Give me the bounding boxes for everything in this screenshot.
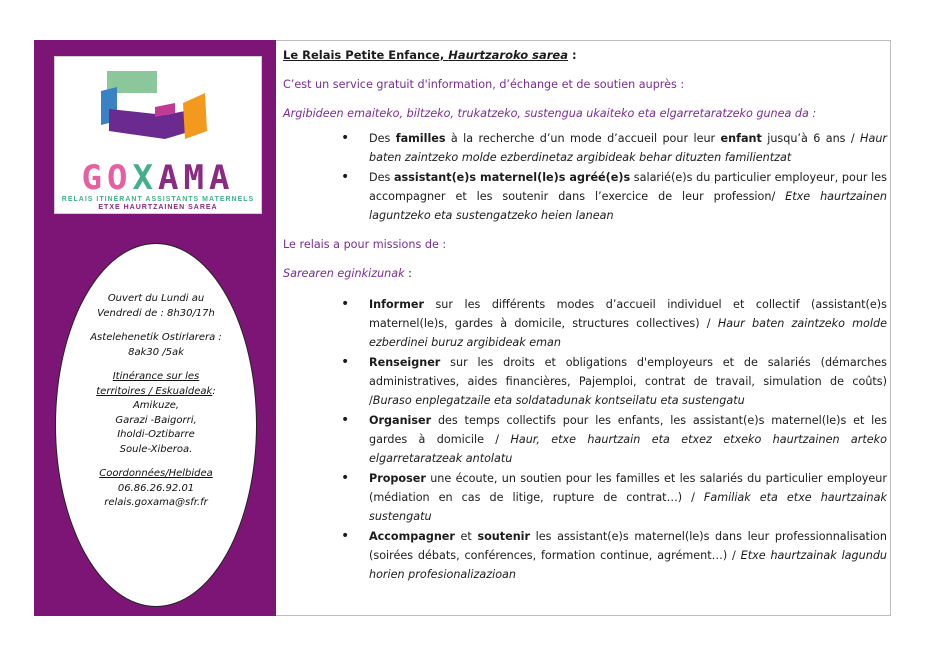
itinerance-label: Itinérance sur les [112, 371, 200, 382]
logo-letter: X [132, 158, 158, 198]
place-item: Garazi -Baigorri, [115, 414, 197, 426]
intro-fr: C’est un service gratuit d'information, d’échange et de soutien auprès : [283, 78, 685, 91]
list-item: • Organiser des temps collectifs pour les enfants, les assistant(e)s maternel(le)s et les gardes à domicile / Haur, etxe haurtzain eta etxez etxeko haurtzainen arteko elgarretaratzeak antolatu [369, 411, 887, 468]
logo-wordmark [55, 158, 261, 198]
logo-letter: A [158, 158, 184, 198]
phone-number: 06.86.26.92.01 [117, 482, 195, 494]
itinerance-label: territoires / Eskualdeak: [96, 385, 216, 397]
logo-subtitle-fr: RELAIS ITINÉRANT ASSISTANTS MATERNELS [61, 196, 255, 203]
list-item: • Renseigner sur les droits et obligations d'employeurs et de salariés (démarches administratives, aides financières, Pajemploi, contrat de travail, simulation de coûts) /Buraso enplegatzaile eta soldatadunak kontseilatu eta sustengatu [369, 353, 887, 410]
logo-subtitle-eu: ETXE HAURTZAINEN SAREA [98, 204, 218, 211]
logo-letter: M [183, 158, 209, 198]
hours-fr-line: Ouvert du Lundi au [107, 293, 205, 304]
place-item: Soule-Xiberoa. [119, 443, 193, 455]
missions-list [283, 295, 887, 584]
place-item: Amikuze, [132, 400, 180, 411]
list-item: • Des assistant(e)s maternel(le)s agréé(e)s salarié(e)s du particulier employeur, pour les accompagner et les soutenir dans l’exercice de leur profession/ Etxe haurtzainen laguntzeko eta sustengatzeko heien lanean [369, 168, 887, 225]
info-oval [55, 243, 257, 607]
page-title: Le Relais Petite Enfance, Haurtzaroko sarea : [283, 48, 577, 62]
logo-letter: A [208, 158, 235, 198]
list-item: • Des familles à la recherche d’un mode d’accueil pour leur enfant jusqu’à 6 ans / Haur baten zaintzeko molde ezberdinetaz argibideak behar dituzten familientzat [369, 129, 887, 167]
list-item: • Proposer une écoute, un soutien pour les familles et les salariés du particulier employeur (médiation en cas de litige, rupture de contrat…) / Familiak eta etxe haurtzainak sustengatu [369, 469, 887, 526]
logo-letter: G [81, 158, 108, 198]
list-item: • Accompagner et soutenir les assistant(e)s maternel(le)s dans leur professionnalisation (soirées débats, conférences, formation continue, agrément…) / Etxe haurtzainak lagundu horien profesionalizazioan [369, 527, 887, 584]
missions-eu: Sarearen eginkizunak : [283, 267, 412, 280]
hours-eu-line: 8ak30 /5ak [128, 346, 184, 358]
hours-eu-line: Astelehenetik Ostirlarera : [90, 332, 222, 343]
contact-label: Coordonnées/Helbidea [99, 468, 213, 479]
sidebar [34, 40, 276, 616]
goxama-logo [54, 56, 262, 214]
info-oval-text [56, 292, 256, 511]
missions-fr: Le relais a pour missions de : [283, 238, 447, 251]
logo-letter: O [107, 158, 133, 198]
audience-list [283, 129, 887, 225]
place-item: Iholdi-Oztibarre [117, 429, 195, 440]
main-content [283, 46, 887, 584]
hours-fr-line: Vendredi de : 8h30/17h [97, 307, 215, 319]
list-item: • Informer sur les différents modes d’accueil individuel et collectif (assistant(e)s maternel(le)s, gardes à domicile, structures collectives) / Haur baten zaintzeko molde ezberdinei buruz argibideak eman [369, 295, 887, 352]
intro-eu: Argibideen emaiteko, biltzeko, trukatzeko, sustengua ukaiteko eta elgarretaratzeko gunea da : [283, 107, 817, 120]
logo-ribbon-graphic [95, 63, 223, 163]
email-address: relais.goxama@sfr.fr [104, 497, 208, 508]
